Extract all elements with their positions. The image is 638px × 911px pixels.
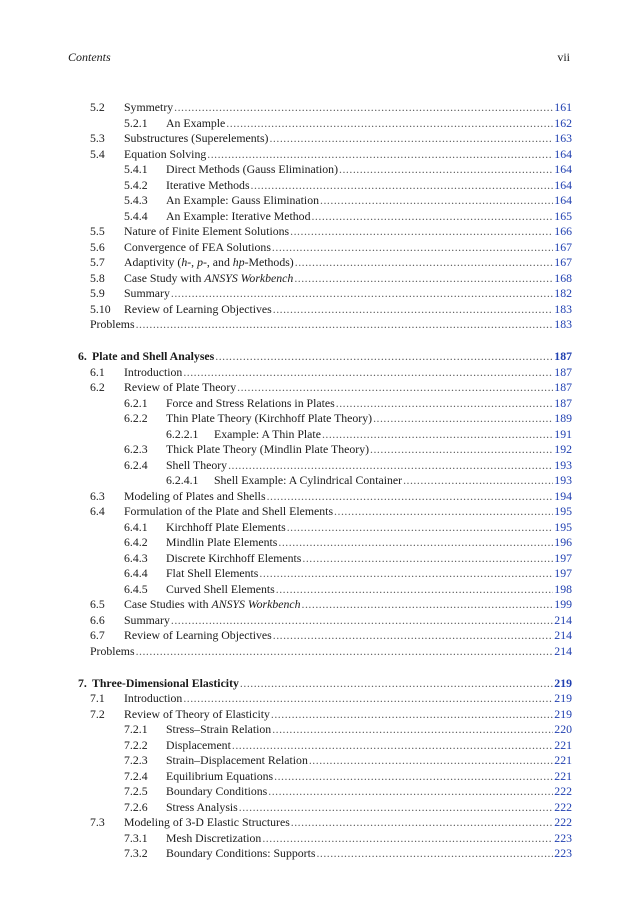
toc-entry-title: Adaptivity (h-, p-, and hp-Methods) <box>124 255 294 269</box>
toc-entry-title: Kirchhoff Plate Elements <box>166 519 286 534</box>
dot-leader <box>322 427 553 443</box>
toc-entry[interactable] <box>78 286 572 302</box>
toc-entry-title: Direct Methods (Gauss Elimination) <box>166 162 339 176</box>
toc-entry-page-link[interactable]: 223 <box>554 830 572 845</box>
toc-entry-page-link[interactable]: 189 <box>554 411 572 426</box>
toc-entry[interactable] <box>78 162 572 178</box>
dot-leader <box>295 255 554 271</box>
toc-entry-number: 6.4.5 <box>124 581 148 596</box>
toc-entry[interactable] <box>78 411 572 427</box>
dot-leader <box>228 458 553 474</box>
toc-entry-page-link[interactable]: 187 <box>554 380 572 395</box>
toc-entry-title: Summary <box>124 612 170 627</box>
toc-entry-title: Stress Analysis <box>166 799 238 814</box>
toc-entry-number: 5.5 <box>90 224 105 238</box>
toc-entry-page-link[interactable]: 222 <box>554 784 572 799</box>
toc-entry-number <box>78 644 90 660</box>
dot-leader <box>302 551 553 567</box>
toc-entry-number: 6.2.4 <box>124 457 148 472</box>
toc-entry-title: Example: A Thin Plate <box>214 426 321 441</box>
toc-entry[interactable] <box>78 193 572 209</box>
dot-leader <box>273 628 554 644</box>
toc-entry-page-link[interactable]: 198 <box>554 581 572 596</box>
toc-entry-page-link[interactable]: 197 <box>554 566 572 581</box>
toc-entry[interactable] <box>78 691 572 707</box>
toc-entry-page-link[interactable]: 193 <box>554 457 572 472</box>
toc-entry-title: Boundary Conditions <box>166 784 268 799</box>
toc-entry-page-link[interactable]: 196 <box>554 535 572 550</box>
toc-entry-page-link[interactable]: 221 <box>554 768 572 783</box>
toc-entry-number: 6.2.2.1 <box>166 426 199 441</box>
dot-leader <box>262 831 553 847</box>
toc-entry-page-link[interactable]: 167 <box>554 239 572 254</box>
toc-entry[interactable] <box>78 458 572 474</box>
toc-entry-number: 7.2.6 <box>124 799 148 814</box>
toc-entry-title: Shell Theory <box>166 457 228 472</box>
toc-entry-number: 6.7 <box>90 628 105 643</box>
toc-entry-number: 7.1 <box>90 691 105 706</box>
toc-entry[interactable] <box>78 224 572 240</box>
toc-entry-page-link[interactable]: 164 <box>554 146 572 161</box>
dot-leader <box>171 613 553 629</box>
dot-leader <box>272 240 553 256</box>
toc-entry[interactable] <box>78 644 572 660</box>
toc-entry-number: 5.3 <box>90 131 105 145</box>
toc-entry-number: 6.2.3 <box>124 442 148 457</box>
toc-entry-title: Case Study with ANSYS Workbench <box>124 270 294 285</box>
dot-leader <box>336 396 554 412</box>
toc-entry[interactable] <box>78 551 572 567</box>
toc-entry-number: 5.4.1 <box>124 162 148 176</box>
toc-entry-page-link[interactable]: 165 <box>554 208 572 223</box>
toc-entry-number: 5.8 <box>90 270 105 285</box>
dot-leader <box>268 784 553 800</box>
toc-entry-number: 7.3.2 <box>124 846 148 861</box>
toc-entry-title: Force and Stress Relations in Plates <box>166 395 335 410</box>
toc-entry-page-link[interactable]: 161 <box>554 100 572 114</box>
dot-leader <box>278 535 553 551</box>
running-header-section: Contents <box>68 50 111 64</box>
toc-entry-page-link[interactable]: 214 <box>554 643 572 658</box>
toc-entry-number: 6.5 <box>90 597 105 612</box>
toc-entry-number: 5.2.1 <box>124 115 148 130</box>
dot-leader <box>240 676 553 692</box>
dot-leader <box>311 209 553 225</box>
dot-leader <box>290 224 553 240</box>
toc-entry[interactable] <box>78 613 572 629</box>
toc-entry[interactable] <box>78 784 572 800</box>
toc-entry-title: Curved Shell Elements <box>166 581 275 596</box>
toc-entry-number: 5.2 <box>90 100 105 114</box>
toc-entry-title: Thin Plate Theory (Kirchhoff Plate Theory) <box>166 411 373 426</box>
toc-entry-number: 7.3 <box>90 815 105 830</box>
toc-entry-number: 5.6 <box>90 239 105 254</box>
toc-entry-title: Case Studies with ANSYS Workbench <box>124 597 301 612</box>
toc-entry-title: An Example: Iterative Method <box>166 208 311 223</box>
toc-entry-number: 7.2.3 <box>124 753 148 768</box>
dot-leader <box>232 738 553 754</box>
toc-entry[interactable] <box>78 147 572 163</box>
toc-entry-title: Nature of Finite Element Solutions <box>124 224 290 238</box>
dot-leader <box>339 162 553 178</box>
dot-leader <box>226 116 553 132</box>
toc-entry-title: Problems <box>90 643 135 658</box>
toc-entry[interactable] <box>78 707 572 723</box>
toc-entry-page-link[interactable]: 221 <box>554 737 572 752</box>
dot-leader <box>276 582 554 598</box>
toc-entry[interactable] <box>78 427 572 443</box>
toc-entry-number: 5.9 <box>90 286 105 300</box>
toc-entry[interactable] <box>78 178 572 194</box>
toc-entry-page-link[interactable]: 183 <box>554 317 572 331</box>
toc-entry-title: Convergence of FEA Solutions <box>124 239 271 254</box>
toc-entry[interactable] <box>78 582 572 598</box>
toc-entry-number: 6.4.4 <box>124 566 148 581</box>
toc-entry-number: 6.2.4.1 <box>166 473 199 488</box>
toc-entry-page-link[interactable]: 194 <box>554 488 572 503</box>
toc-entry-page-link[interactable]: 219 <box>554 691 572 706</box>
dot-leader <box>251 178 554 194</box>
toc-entry-title: Displacement <box>166 737 231 752</box>
toc-entry-page-link[interactable]: 223 <box>554 846 572 861</box>
toc-entry-title: Thick Plate Theory (Mindlin Plate Theory) <box>166 442 370 457</box>
toc-entry-number: 7.2.4 <box>124 768 148 783</box>
toc-entry-number <box>78 317 90 333</box>
toc-entry-title: Shell Example: A Cylindrical Container <box>214 473 403 488</box>
toc-entry-page-link[interactable]: 199 <box>554 597 572 612</box>
toc-entry[interactable] <box>78 489 572 505</box>
dot-leader <box>259 566 553 582</box>
toc-entry-title: Substructures (Superelements) <box>124 131 269 145</box>
table-of-contents <box>78 100 572 862</box>
dot-leader <box>334 504 553 520</box>
toc-entry[interactable] <box>78 116 572 132</box>
dot-leader <box>403 473 553 489</box>
dot-leader <box>274 769 553 785</box>
toc-entry-page-link[interactable]: 220 <box>554 722 572 737</box>
toc-entry-title: Symmetry <box>124 100 174 114</box>
toc-entry[interactable] <box>78 815 572 831</box>
toc-entry-title: Stress–Strain Relation <box>166 722 272 737</box>
toc-entry-number: 7.2.5 <box>124 784 148 799</box>
toc-entry-page-link[interactable]: 192 <box>554 442 572 457</box>
toc-entry-title: An Example <box>166 115 226 130</box>
dot-leader <box>320 193 553 209</box>
toc-entry-number: 6.4.3 <box>124 550 148 565</box>
toc-entry-number: 5.7 <box>90 255 105 269</box>
dot-leader <box>207 147 553 163</box>
toc-entry-title: Plate and Shell Analyses <box>92 349 215 364</box>
toc-entry[interactable] <box>78 302 572 318</box>
toc-entry-title: Iterative Methods <box>166 177 250 192</box>
toc-entry-page-link[interactable]: 187 <box>554 395 572 410</box>
dot-leader <box>291 815 554 831</box>
toc-entry-page-link[interactable]: 168 <box>554 270 572 285</box>
toc-chapter-entry[interactable] <box>78 676 572 692</box>
toc-entry-page-link[interactable]: 195 <box>554 504 572 519</box>
toc-entry[interactable] <box>78 271 572 287</box>
toc-entry-number: 6. <box>78 349 87 364</box>
toc-entry[interactable] <box>78 769 572 785</box>
toc-entry-title: An Example: Gauss Elimination <box>166 193 320 207</box>
toc-entry[interactable] <box>78 317 572 333</box>
toc-entry[interactable] <box>78 566 572 582</box>
toc-entry-page-link[interactable]: 167 <box>554 255 572 269</box>
toc-chapter-entry[interactable] <box>78 349 572 365</box>
toc-entry-number: 5.10 <box>90 301 111 316</box>
toc-entry-title: Review of Learning Objectives <box>124 301 272 316</box>
toc-entry-title: Summary <box>124 286 170 300</box>
toc-entry-page-link[interactable]: 214 <box>554 612 572 627</box>
dot-leader <box>239 800 554 816</box>
toc-entry-number: 7.2.2 <box>124 737 148 752</box>
toc-entry-page-link[interactable]: 221 <box>554 753 572 768</box>
toc-entry[interactable] <box>78 100 572 116</box>
toc-entry-title: Problems <box>90 317 135 331</box>
page-number: vii <box>557 50 570 64</box>
toc-entry-title: Three-Dimensional Elasticity <box>92 675 239 690</box>
toc-entry-page-link[interactable]: 219 <box>554 675 572 690</box>
toc-entry-number: 7.2.1 <box>124 722 148 737</box>
dot-leader <box>370 442 553 458</box>
toc-entry-title: Introduction <box>124 364 183 379</box>
toc-entry-title: Mindlin Plate Elements <box>166 535 278 550</box>
dot-leader <box>273 302 554 318</box>
toc-entry[interactable] <box>78 520 572 536</box>
dot-leader <box>183 691 553 707</box>
toc-entry-title: Review of Plate Theory <box>124 380 237 395</box>
dot-leader <box>294 271 553 287</box>
toc-entry-number: 7.3.1 <box>124 830 148 845</box>
dot-leader <box>174 100 553 116</box>
toc-entry-page-link[interactable]: 164 <box>554 177 572 192</box>
dot-leader <box>316 846 553 862</box>
toc-entry-number: 7. <box>78 675 87 690</box>
toc-entry-number: 5.4.3 <box>124 193 148 207</box>
toc-entry[interactable] <box>78 504 572 520</box>
toc-entry-title: Discrete Kirchhoff Elements <box>166 550 302 565</box>
toc-entry-number: 6.6 <box>90 612 105 627</box>
toc-entry-number: 6.4 <box>90 504 105 519</box>
dot-leader <box>272 722 553 738</box>
toc-entry[interactable] <box>78 131 572 147</box>
toc-entry-page-link[interactable]: 191 <box>554 426 572 441</box>
toc-entry-title: Modeling of Plates and Shells <box>124 488 266 503</box>
toc-entry-page-link[interactable]: 219 <box>554 706 572 721</box>
toc-entry[interactable] <box>78 473 572 489</box>
toc-entry-page-link[interactable]: 195 <box>554 519 572 534</box>
toc-entry[interactable] <box>78 597 572 613</box>
toc-entry[interactable] <box>78 209 572 225</box>
toc-entry[interactable] <box>78 800 572 816</box>
toc-entry-title: Formulation of the Plate and Shell Elements <box>124 504 334 519</box>
toc-entry-title: Review of Learning Objectives <box>124 628 272 643</box>
dot-leader <box>215 349 553 365</box>
toc-entry-number: 6.2.2 <box>124 411 148 426</box>
toc-entry[interactable] <box>78 722 572 738</box>
toc-entry-page-link[interactable]: 183 <box>554 301 572 316</box>
dot-leader <box>309 753 553 769</box>
toc-entry-page-link[interactable]: 182 <box>554 286 572 300</box>
toc-entry-title: Review of Theory of Elasticity <box>124 706 270 721</box>
dot-leader <box>269 131 553 147</box>
toc-entry-title: Modeling of 3-D Elastic Structures <box>124 815 290 830</box>
toc-entry-page-link[interactable]: 187 <box>554 349 572 364</box>
toc-entry-title: Mesh Discretization <box>166 830 262 845</box>
toc-entry-page-link[interactable]: 166 <box>554 224 572 238</box>
dot-leader <box>237 380 553 396</box>
toc-entry[interactable] <box>78 535 572 551</box>
dot-leader <box>302 597 554 613</box>
toc-entry-title: Flat Shell Elements <box>166 566 259 581</box>
toc-entry[interactable] <box>78 628 572 644</box>
toc-entry-number: 6.3 <box>90 488 105 503</box>
toc-entry-title: Introduction <box>124 691 183 706</box>
toc-entry[interactable] <box>78 442 572 458</box>
toc-entry-title: Equation Solving <box>124 146 207 161</box>
toc-entry[interactable] <box>78 396 572 412</box>
toc-entry-title: Equilibrium Equations <box>166 768 274 783</box>
toc-entry-number: 6.1 <box>90 364 105 379</box>
dot-leader <box>373 411 553 427</box>
toc-entry-number: 7.2 <box>90 706 105 721</box>
toc-entry-number: 5.4.4 <box>124 208 148 223</box>
dot-leader <box>183 365 553 381</box>
toc-entry-number: 5.4 <box>90 146 105 161</box>
toc-entry-page-link[interactable]: 222 <box>554 799 572 814</box>
toc-entry-page-link[interactable]: 164 <box>554 162 572 176</box>
toc-entry[interactable] <box>78 846 572 862</box>
dot-leader <box>271 707 553 723</box>
toc-entry-title: Strain–Displacement Relation <box>166 753 308 768</box>
toc-entry-page-link[interactable]: 164 <box>554 193 572 207</box>
toc-entry-number: 6.4.2 <box>124 535 148 550</box>
dot-leader <box>136 644 554 660</box>
toc-entry-page-link[interactable]: 163 <box>554 131 572 145</box>
toc-entry-number: 6.2 <box>90 380 105 395</box>
dot-leader <box>267 489 554 505</box>
toc-entry[interactable] <box>78 753 572 769</box>
toc-entry-number: 6.4.1 <box>124 519 148 534</box>
toc-entry-page-link[interactable]: 162 <box>554 115 572 130</box>
toc-entry-title: Boundary Conditions: Supports <box>166 846 316 861</box>
toc-entry-page-link[interactable]: 222 <box>554 815 572 830</box>
toc-entry-page-link[interactable]: 187 <box>554 364 572 379</box>
dot-leader <box>136 317 554 333</box>
toc-entry[interactable] <box>78 380 572 396</box>
toc-entry[interactable] <box>78 240 572 256</box>
toc-entry[interactable] <box>78 365 572 381</box>
toc-entry-page-link[interactable]: 193 <box>554 473 572 488</box>
toc-entry[interactable] <box>78 255 572 271</box>
toc-entry[interactable] <box>78 738 572 754</box>
dot-leader <box>287 520 554 536</box>
toc-entry-number: 5.4.2 <box>124 177 148 192</box>
toc-entry-page-link[interactable]: 197 <box>554 550 572 565</box>
toc-entry[interactable] <box>78 831 572 847</box>
toc-entry-number: 6.2.1 <box>124 395 148 410</box>
toc-entry-page-link[interactable]: 214 <box>554 628 572 643</box>
dot-leader <box>171 286 553 302</box>
